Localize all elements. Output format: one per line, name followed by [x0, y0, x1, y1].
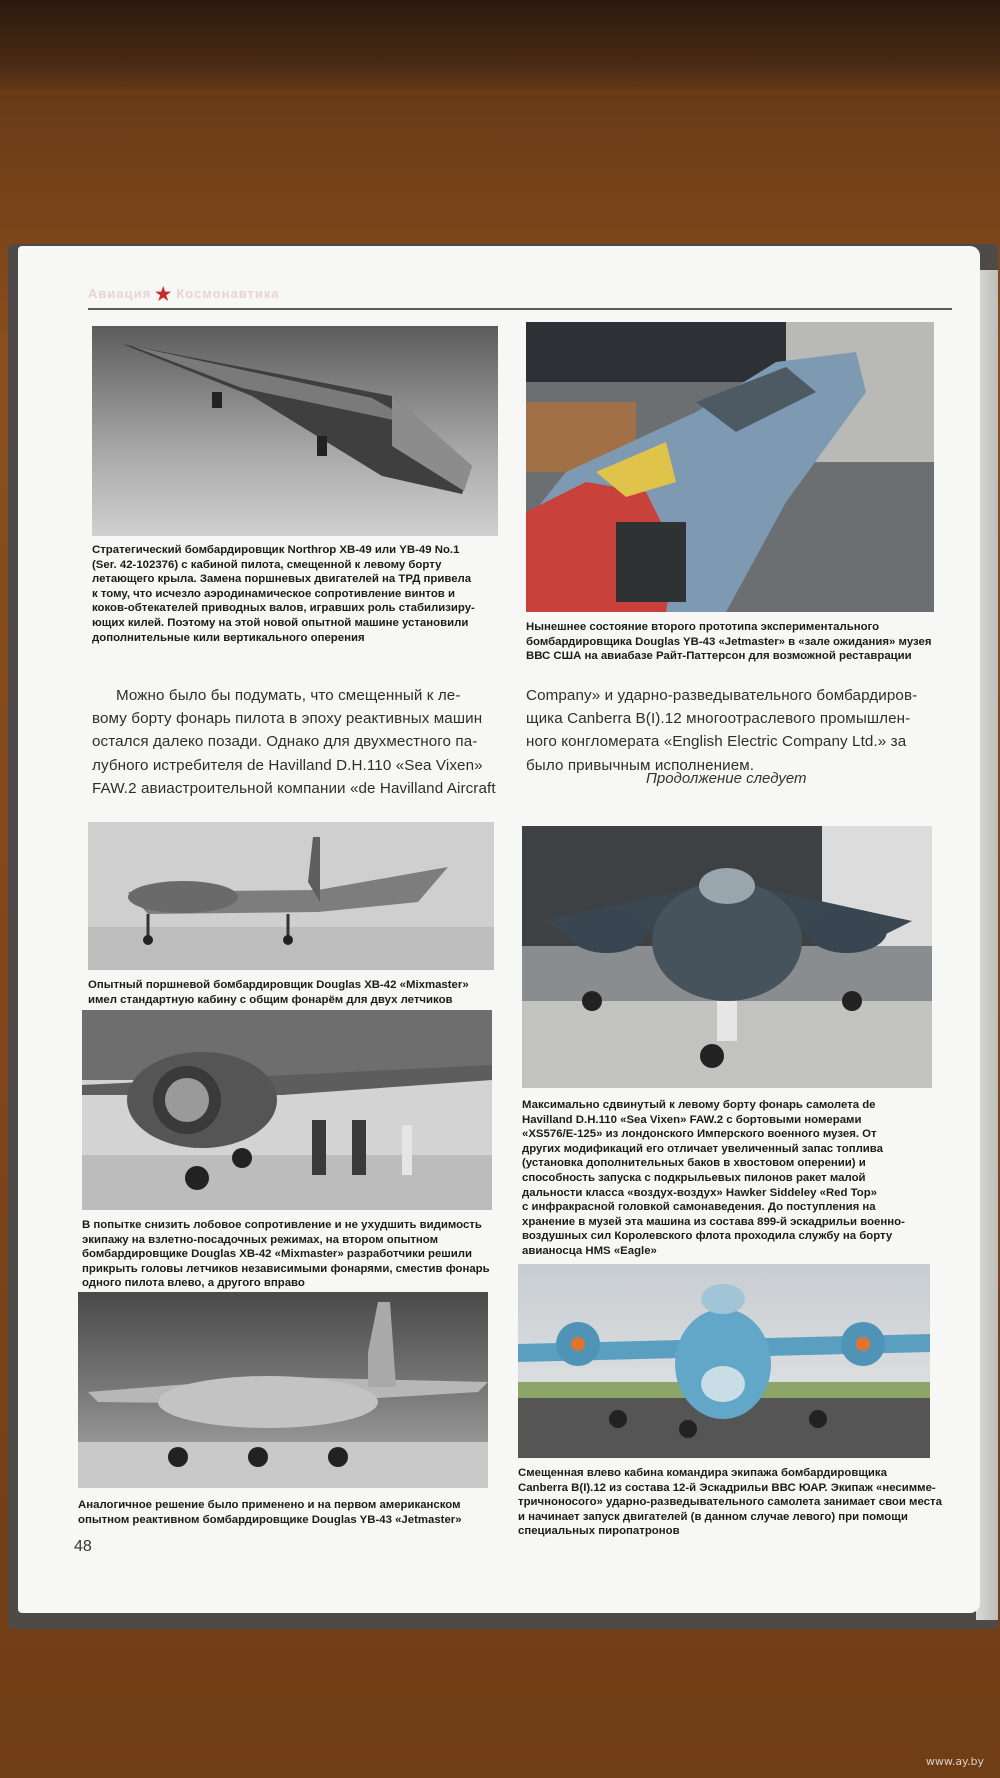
- section-header: [88, 284, 280, 305]
- photo-sea-vixen: [522, 826, 932, 1088]
- background-top: [0, 0, 1000, 95]
- section-title-right: Космонавтика: [176, 286, 280, 301]
- red-star-icon: ★: [155, 284, 173, 304]
- header-rule: [88, 308, 952, 310]
- caption-sea-vixen: Максимально сдвинутый к левому борту фонарь самолета de Havilland D.H.110 «Sea Vixen» FAW.2 с бортовыми номерами «XS576/E-125» из лондонского Имперского военного музея. От других модификаций его отличает увеличенный запас топлива (установка дополнительных баков в хвостовом оперении) и способность запуска с подкрыльевых пилонов ракет малой дальности класса «воздух-воздух» Hawker Siddeley «Red Top» с инфракрасной головкой самонаведения. До поступления на хранение в музей эта машина из состава 899-й эскадрильи военно- воздушных сил Королевского флота проходила службу на борту авианосца HMS «Eagle»: [522, 1099, 905, 1257]
- watermark: www.ay.by: [925, 1755, 984, 1768]
- caption-xb42-split: В попытке снизить лобовое сопротивление и не ухудшить видимость экипажу на взлетно-посадочных режимах, на втором опытном бомбардировщике Douglas XB-42 «Mixmaster» разработчики решили прикрыть головы летчиков независимыми фонарями, сместив фонарь одного пилота влево, а другого вправо: [82, 1219, 490, 1290]
- photo-xb42-standard: [88, 822, 494, 970]
- photo-xb42-split: [82, 1010, 492, 1210]
- photo-yb43-museum: [526, 322, 934, 612]
- photo-xb49: [92, 326, 498, 536]
- caption-xb42-standard: Опытный поршневой бомбардировщик Douglas XB-42 «Mixmaster» имел стандартную кабину с общим фонарём для двух летчиков: [88, 979, 469, 1006]
- body-column-right: Company» и ударно-разведывательного бомбардиров- щика Canberra B(I).12 многоотраслевого промышлен- ного конгломерата «English Electric Company Ltd.» за было привычным исполнением.: [526, 687, 918, 774]
- photo-canberra: [518, 1264, 930, 1458]
- caption-yb43: Аналогичное решение было применено и на первом американском опытном реактивном бомбардировщике Douglas YB-43 «Jetmaster»: [78, 1499, 462, 1526]
- caption-yb43-museum: Нынешнее состояние второго прототипа экспериментального бомбардировщика Douglas YB-43 «Jetmaster» в «зале ожидания» музея ВВС США на авиабазе Райт-Паттерсон для возможной реставрации: [526, 621, 932, 663]
- continued-note: Продолжение следует: [646, 770, 807, 787]
- caption-xb49: Стратегический бомбардировщик Northrop XB-49 или YB-49 No.1 (Ser. 42-102376) с кабиной пилота, смещенной к левому борту летающего крыла. Замена поршневых двигателей на ТРД привела к тому, что исчезло аэродинамическое сопротивление винтов и коков-обтекателей приводных валов, игравших роль стабилизиру- ющих килей. Поэтому на этой новой опытной машине установили дополнительные кили вертикального оперения: [92, 544, 475, 644]
- body-column-left: Можно было бы подумать, что смещенный к ле- вому борту фонарь пилота в эпоху реактивных машин остался далеко позади. Однако для двухместного па- лубного истребителя de Havilland D.H.110 «Sea Vixen» FAW.2 авиастроительной компании «de Havilland Aircraft: [92, 687, 496, 797]
- photo-yb43: [78, 1292, 488, 1488]
- section-title-left: Авиация: [88, 286, 152, 301]
- page-number: 48: [74, 1538, 92, 1555]
- magazine-page: [18, 246, 980, 1613]
- caption-canberra: Смещенная влево кабина командира экипажа бомбардировщика Canberra B(I).12 из состава 12-й Эскадрильи ВВС ЮАР. Экипаж «несимме- тричноносого» ударно-разведывательного самолета занимает свои места и начинает запуск двигателей (в данном случае левого) при помощи специальных пиропатронов: [518, 1467, 942, 1538]
